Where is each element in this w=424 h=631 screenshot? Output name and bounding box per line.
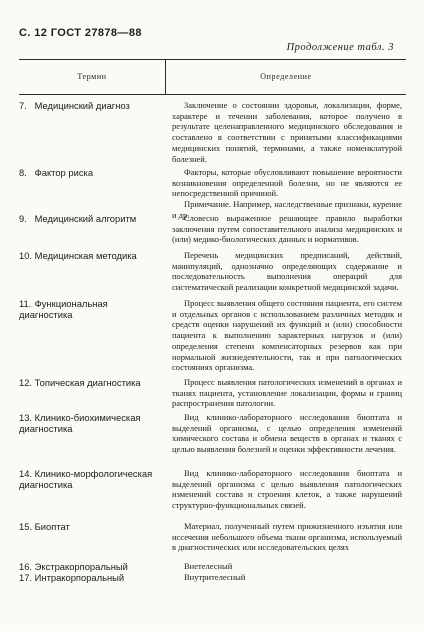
table-continuation-label: Продолжение табл. 3	[286, 42, 394, 53]
table-top-rule	[19, 59, 406, 60]
term-cell	[19, 521, 159, 532]
term-number: 16.	[19, 561, 33, 572]
term-name: Медицинский диагноз	[34, 100, 130, 111]
table-header-rule	[19, 94, 406, 95]
definition-cell: Материал, полученный путем прижизненного изъятия или иссечения небольшого объема ткани организма, используемый в диагностических или исследовательских целях	[172, 521, 402, 553]
term-name: Клинико-биохимическая диагностика	[19, 412, 141, 434]
term-cell	[19, 298, 159, 320]
term-cell	[19, 561, 159, 572]
term-cell	[19, 377, 159, 388]
term-name: Топическая диагностика	[34, 377, 141, 388]
term-number: 17.	[19, 572, 33, 583]
term-cell	[19, 100, 159, 111]
definition-cell: Внетелесный	[184, 561, 233, 571]
term-cell	[19, 167, 159, 178]
term-number: 15.	[19, 521, 33, 532]
page-label: С. 12 ГОСТ 27878—88	[19, 27, 142, 39]
term-name: Функциональная диагностика	[19, 298, 108, 320]
term-name: Фактор риска	[34, 167, 94, 178]
term-number: 10.	[19, 250, 33, 261]
term-cell	[19, 572, 159, 583]
term-number: 13.	[19, 412, 33, 423]
definition-note: Примечание. Например, наследственные признаки, курение и др.	[172, 199, 402, 220]
term-number: 9.	[19, 213, 27, 224]
definition-text: Факторы, которые обусловливают повышение вероятности возникновения определенной болезни, но не являются ее непосредственной причиной.	[172, 167, 402, 199]
definition-cell: Вид клинико-лабораторного исследования биоптата и выделений организма с целью выявления патологических изменений состава и строения клеток, а также нарушений структурно-функциональных связей.	[172, 468, 402, 511]
definition-cell: Вид клинико-лабораторного исследования биоптата и выделений организма, с целью определения изменений химического состава и обмена веществ в органах и тканях с целью выявления болезней и оценки эффективности лечения.	[172, 412, 402, 455]
definition-cell: Перечень медицинских предписаний, действий, манипуляций, однозначно определяющих содержание и последовательность выполнения операций для систематической реализации конкретной медицинской задачи.	[172, 250, 402, 293]
term-number: 14.	[19, 468, 33, 479]
definition-cell: Процесс выявления общего состояния пациента, его систем и отдельных органов с использованием различных методик и средств оценки нарушений их функций и (или) способности пациента к выполнению характерных нагрузок и (или) определения степени компенсаторных резервов как при нормальной жизнедеятельности, так и при патологических состояниях организма.	[172, 298, 402, 373]
term-cell	[19, 213, 159, 224]
term-number: 11.	[19, 298, 32, 309]
term-number: 12.	[19, 377, 33, 388]
definition-cell: Процесс выявления патологических изменений в органах и тканях пациента, установление локализации, формы и границ распространения патологии.	[172, 377, 402, 409]
term-cell	[19, 412, 159, 434]
term-name: Медицинский алгоритм	[34, 213, 137, 224]
term-name: Экстракорпоральный	[34, 561, 128, 572]
term-name: Биоптат	[34, 521, 70, 532]
definition-cell: Заключение о состоянии здоровья, локализации, форме, характере и течении заболевания, которое получено в результате целенаправленного медицинского обследования и составлено в соответствии с принятыми классификациями медицинских понятий, терминами, а также номенклатурой болезней.	[172, 100, 402, 164]
term-name: Медицинская методика	[34, 250, 137, 261]
term-number: 7.	[19, 100, 27, 111]
column-header-definition: Определение	[260, 72, 312, 81]
term-cell	[19, 250, 159, 261]
term-cell	[19, 468, 159, 490]
column-header-term: Термин	[77, 72, 107, 81]
definition-cell: Внутрителесный	[184, 572, 246, 582]
term-number: 8.	[19, 167, 27, 178]
definition-cell: Словесно выраженное решающее правило выработки заключения путем сопоставительного анализа медицинских и (или) медико-биологических данных и нормативов.	[172, 213, 402, 245]
term-name: Интракорпоральный	[34, 572, 125, 583]
term-name: Клинико-морфологическая диагностика	[19, 468, 153, 490]
